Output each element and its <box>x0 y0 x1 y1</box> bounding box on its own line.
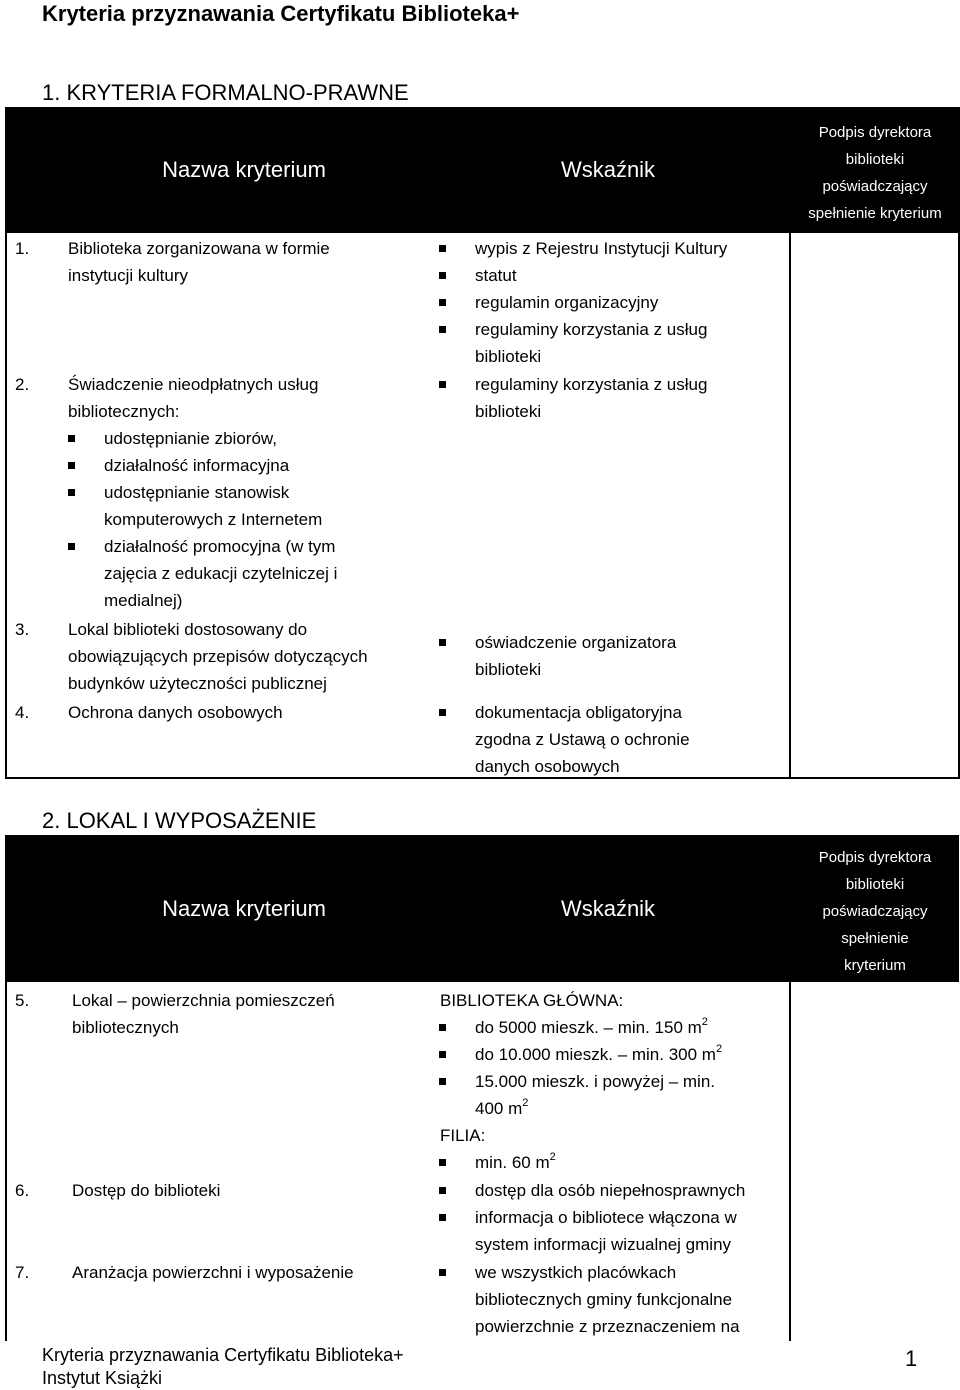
criterion-name: Lokal biblioteki dostosowany do <box>68 620 308 639</box>
footer-publisher: Instytut Książki <box>42 1368 163 1388</box>
superscript-2: 2 <box>715 1043 723 1055</box>
header-wskaznik: Wskaźnik <box>560 157 656 182</box>
table-2-header <box>5 835 791 982</box>
superscript-2: 2 <box>701 1016 708 1028</box>
row-number: 3. <box>15 620 30 639</box>
table-1-sign-header <box>791 107 959 233</box>
indicator-continuation: biblioteki <box>475 402 542 421</box>
indicator-item: informacja o bibliotece włączona w <box>475 1204 737 1231</box>
indicator-item <box>475 1149 556 1176</box>
header-wskaznik: Wskaźnik <box>560 895 656 921</box>
sign-header-line: poświadczający <box>822 903 928 920</box>
criterion-name: Biblioteka zorganizowana w formie <box>68 239 330 258</box>
row-number: 6. <box>15 1181 30 1200</box>
indicator-continuation: zgodna z Ustawą o ochronie <box>475 730 690 749</box>
header-name-kryterium: Nazwa kryterium <box>162 157 326 182</box>
indicator-continuation: bibliotecznych gminy funkcjonalne <box>475 1290 733 1309</box>
criterion-name: Dostęp do biblioteki <box>72 1181 221 1200</box>
table-1-column-divider <box>789 233 791 779</box>
criterion-name: bibliotecznych <box>72 1018 179 1037</box>
row-number: 7. <box>15 1263 30 1282</box>
indicator-continuation: system informacji wizualnej gminy <box>475 1235 732 1254</box>
indicator-item: regulaminy korzystania z usług <box>475 371 707 398</box>
indicator-text: do 10.000 mieszk. – min. 300 m <box>475 1045 716 1064</box>
indicator-item: 15.000 mieszk. i powyżej – min. <box>475 1068 715 1095</box>
section-1-heading: 1. KRYTERIA FORMALNO-PRAWNE <box>42 80 409 105</box>
indicator-item: dokumentacja obligatoryjna <box>475 699 682 726</box>
section-2-heading: 2. LOKAL I WYPOSAŻENIE <box>42 808 317 833</box>
indicator-item <box>475 1041 722 1068</box>
criterion-name: Aranżacja powierzchni i wyposażenie <box>72 1263 354 1282</box>
indicator-text: do 5000 mieszk. – min. 150 m <box>475 1018 702 1037</box>
indicator-continuation: danych osobowych <box>475 757 620 776</box>
sign-header-line: biblioteki <box>845 151 905 168</box>
indicator-item: oświadczenie organizatora <box>475 629 676 656</box>
document-title: Kryteria przyznawania Certyfikatu Biblioteka+ <box>42 1 520 26</box>
header-name-kryterium: Nazwa kryterium <box>162 895 326 921</box>
row-number: 5. <box>15 991 30 1010</box>
criterion-subitem: udostępnianie zbiorów, <box>104 425 277 452</box>
indicator-continuation: powierzchnie z przeznaczeniem na <box>475 1317 740 1336</box>
indicator-text: min. 60 m <box>475 1153 550 1172</box>
indicator-item: regulamin organizacyjny <box>475 289 658 316</box>
criterion-name: bibliotecznych: <box>68 402 180 421</box>
criterion-subitem-continuation: komputerowych z Internetem <box>104 510 323 529</box>
indicator-item: statut <box>475 262 517 289</box>
row-number: 1. <box>15 239 30 258</box>
table-1-left-border <box>5 107 7 779</box>
criterion-name: obowiązujących przepisów dotyczących <box>68 647 368 666</box>
criterion-name: Lokal – powierzchnia pomieszczeń <box>72 991 335 1010</box>
criterion-subitem: udostępnianie stanowisk <box>104 479 289 506</box>
indicator-item: dostęp dla osób niepełnosprawnych <box>475 1177 745 1204</box>
sign-header-line: Podpis dyrektora <box>818 849 932 866</box>
indicator-item <box>475 1014 708 1041</box>
indicator-continuation: biblioteki <box>475 660 542 679</box>
page-number: 1 <box>905 1346 918 1371</box>
criterion-subitem: działalność informacyjna <box>104 452 289 479</box>
criterion-name: Ochrona danych osobowych <box>68 703 283 722</box>
criterion-name: budynków użyteczności publicznej <box>68 674 327 693</box>
sign-header-line: spełnienie <box>841 930 909 947</box>
sign-header-line: spełnienie kryterium <box>808 205 942 222</box>
row-number: 4. <box>15 703 30 722</box>
superscript-2: 2 <box>549 1151 556 1163</box>
indicator-item: we wszystkich placówkach <box>475 1259 676 1286</box>
sign-header-line: biblioteki <box>845 876 905 893</box>
criterion-subitem: działalność promocyjna (w tym <box>104 533 335 560</box>
criterion-subitem-continuation: medialnej) <box>104 591 183 610</box>
superscript-2: 2 <box>522 1097 529 1109</box>
table-2-sign-header <box>791 835 959 982</box>
sign-header-line: poświadczający <box>822 178 928 195</box>
indicator-item: regulaminy korzystania z usług <box>475 316 707 343</box>
main-library-label: BIBLIOTEKA GŁÓWNA: <box>440 991 624 1010</box>
filia-label: FILIA: <box>440 1126 486 1145</box>
row-number: 2. <box>15 375 30 394</box>
table-2-left-border <box>5 835 7 1341</box>
sign-header-line: Podpis dyrektora <box>818 124 932 141</box>
sign-header-line: kryterium <box>844 957 906 974</box>
footer-document-title: Kryteria przyznawania Certyfikatu Biblioteka+ <box>42 1345 404 1365</box>
criterion-subitem-continuation: zajęcia z edukacji czytelniczej i <box>104 564 338 583</box>
table-2-column-divider <box>789 982 791 1341</box>
indicator-continuation: biblioteki <box>475 347 542 366</box>
indicator-continuation <box>475 1095 528 1122</box>
criterion-name: Świadczenie nieodpłatnych usług <box>68 375 319 394</box>
table-1-header <box>5 107 791 233</box>
indicator-text: 400 m <box>475 1099 523 1118</box>
indicator-item: wypis z Rejestru Instytucji Kultury <box>475 235 727 262</box>
criterion-name: instytucji kultury <box>68 266 188 285</box>
